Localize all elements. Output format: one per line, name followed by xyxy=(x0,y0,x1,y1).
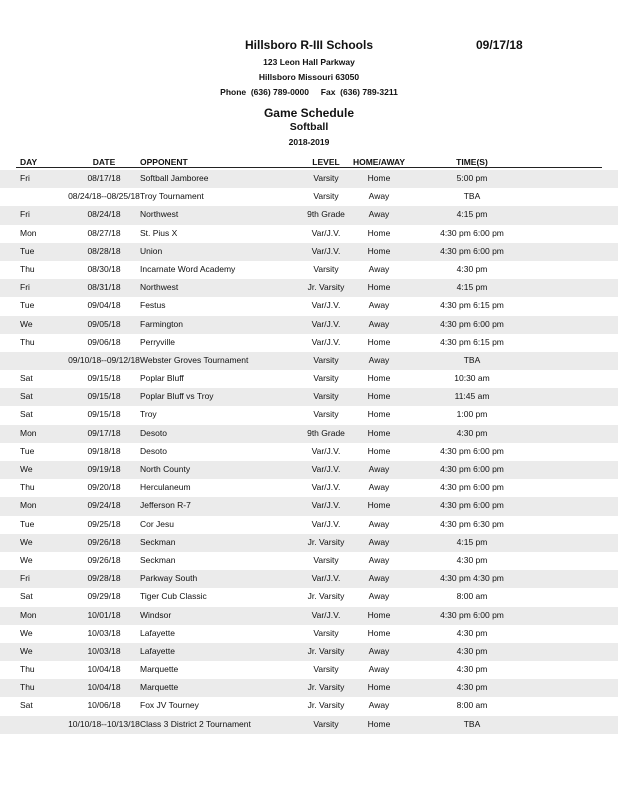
cell-date: 09/19/18 xyxy=(87,464,121,474)
cell-date: 09/28/18 xyxy=(87,573,121,584)
cell-date: 08/24/18--08/25/18 xyxy=(68,191,140,202)
cell-date: 09/18/18 xyxy=(87,445,121,456)
table-row xyxy=(0,479,618,497)
cell-home-away: Home xyxy=(367,627,391,638)
cell-level: Varsity xyxy=(313,373,339,384)
cell-date: 09/20/18 xyxy=(87,482,121,493)
column-header-date: DATE xyxy=(92,157,116,167)
table-row xyxy=(0,352,618,370)
cell-time: 4:30 pm 6:30 pm xyxy=(440,518,504,529)
cell-date: 09/15/18 xyxy=(87,391,121,402)
season-year: 2018-2019 xyxy=(288,137,330,147)
table-row xyxy=(0,370,618,388)
cell-level: Jr. Varsity xyxy=(307,536,345,547)
cell-home-away: Home xyxy=(367,718,391,729)
cell-opponent: Farmington xyxy=(140,318,183,329)
cell-date: 09/26/18 xyxy=(87,554,121,565)
cell-day: Fri xyxy=(20,573,30,584)
cell-opponent: Northwest xyxy=(140,282,179,293)
cell-level: Jr. Varsity xyxy=(307,700,345,711)
cell-day: Mon xyxy=(20,500,37,511)
cell-opponent: Seckman xyxy=(140,554,176,565)
cell-home-away: Away xyxy=(368,482,390,493)
cell-day: We xyxy=(20,536,33,547)
cell-opponent: Webster Groves Tournament xyxy=(140,354,249,365)
cell-level: Var/J.V. xyxy=(311,245,341,256)
cell-opponent: Marquette xyxy=(140,682,179,693)
cell-level: Varsity xyxy=(313,263,339,274)
cell-opponent: Class 3 District 2 Tournament xyxy=(140,718,251,729)
schedule-table xyxy=(0,170,618,734)
table-row xyxy=(0,588,618,606)
cell-level: Varsity xyxy=(313,627,339,638)
cell-home-away: Home xyxy=(367,427,391,438)
cell-level: Jr. Varsity xyxy=(307,682,345,693)
cell-date: 09/15/18 xyxy=(87,409,121,420)
cell-level: Var/J.V. xyxy=(311,227,341,238)
cell-time: 4:30 pm 6:00 pm xyxy=(440,500,504,511)
cell-home-away: Home xyxy=(367,173,391,183)
cell-time: TBA xyxy=(463,718,481,729)
table-row xyxy=(0,388,618,406)
column-header-day: DAY xyxy=(20,157,38,167)
cell-day: Sat xyxy=(20,391,33,402)
cell-opponent: Troy xyxy=(140,409,157,420)
cell-opponent: Parkway South xyxy=(140,573,198,584)
cell-day: We xyxy=(20,554,33,565)
cell-time: 4:15 pm xyxy=(456,209,488,220)
cell-date: 08/30/18 xyxy=(87,263,121,274)
cell-time: 5:00 pm xyxy=(456,173,488,183)
cell-time: 8:00 am xyxy=(456,700,488,711)
cell-time: 4:30 pm xyxy=(456,664,488,675)
cell-opponent: Marquette xyxy=(140,664,179,675)
cell-opponent: Jefferson R-7 xyxy=(140,500,191,511)
cell-level: Jr. Varsity xyxy=(307,645,345,656)
cell-day: Thu xyxy=(20,482,35,493)
cell-opponent: Softball Jamboree xyxy=(140,173,209,183)
cell-level: Var/J.V. xyxy=(311,445,341,456)
cell-day: Thu xyxy=(20,336,35,347)
school-city: Hillsboro Missouri 63050 xyxy=(258,72,360,82)
cell-day: Thu xyxy=(20,263,35,274)
cell-date: 09/17/18 xyxy=(87,427,121,438)
cell-date: 08/24/18 xyxy=(87,209,121,220)
cell-home-away: Home xyxy=(367,682,391,693)
cell-day: Fri xyxy=(20,209,30,220)
cell-level: 9th Grade xyxy=(307,427,345,438)
cell-opponent: Desoto xyxy=(140,427,167,438)
school-address: 123 Leon Hall Parkway xyxy=(263,57,355,67)
cell-day: We xyxy=(20,627,33,638)
cell-date: 10/06/18 xyxy=(87,700,121,711)
cell-opponent: Troy Tournament xyxy=(140,191,204,202)
cell-day: Sat xyxy=(20,591,33,602)
cell-level: Varsity xyxy=(313,173,339,183)
table-row xyxy=(0,679,618,697)
cell-home-away: Home xyxy=(367,609,391,620)
cell-home-away: Away xyxy=(368,536,390,547)
cell-opponent: Seckman xyxy=(140,536,176,547)
phone-fax-line: Phone (636) 789-0000 Fax (636) 789-3211 xyxy=(220,87,398,97)
cell-date: 08/31/18 xyxy=(87,282,121,293)
cell-home-away: Home xyxy=(367,227,391,238)
cell-time: 4:30 pm 6:00 pm xyxy=(440,318,504,329)
cell-date: 09/10/18--09/12/18 xyxy=(68,354,140,365)
cell-home-away: Away xyxy=(368,645,390,656)
table-row xyxy=(0,334,618,352)
cell-date: 08/17/18 xyxy=(87,173,121,183)
cell-time: 4:30 pm 6:00 pm xyxy=(440,245,504,256)
cell-home-away: Away xyxy=(368,318,390,329)
cell-home-away: Away xyxy=(368,191,390,202)
cell-level: Varsity xyxy=(313,191,339,202)
cell-date: 10/01/18 xyxy=(87,609,121,620)
cell-home-away: Away xyxy=(368,700,390,711)
cell-level: Var/J.V. xyxy=(311,336,341,347)
cell-level: 9th Grade xyxy=(307,209,345,220)
cell-home-away: Away xyxy=(368,263,390,274)
cell-time: 4:30 pm 6:15 pm xyxy=(440,300,504,311)
table-row xyxy=(0,297,618,315)
table-row xyxy=(0,516,618,534)
cell-date: 10/04/18 xyxy=(87,682,121,693)
cell-opponent: Windsor xyxy=(140,609,172,620)
cell-level: Var/J.V. xyxy=(311,573,341,584)
school-name: Hillsboro R-III Schools xyxy=(244,38,373,52)
cell-level: Var/J.V. xyxy=(311,500,341,511)
cell-time: 4:15 pm xyxy=(456,282,488,293)
column-header-time: TIME(S) xyxy=(456,157,488,167)
cell-day: Mon xyxy=(20,227,37,238)
cell-home-away: Away xyxy=(368,464,390,474)
cell-home-away: Away xyxy=(368,209,390,220)
cell-time: TBA xyxy=(463,191,481,202)
cell-home-away: Home xyxy=(367,282,391,293)
cell-day: Sat xyxy=(20,409,33,420)
table-row xyxy=(0,552,618,570)
cell-level: Var/J.V. xyxy=(311,300,341,311)
cell-date: 09/25/18 xyxy=(87,518,121,529)
table-row xyxy=(0,570,618,588)
table-row xyxy=(0,261,618,279)
table-row xyxy=(0,716,618,734)
cell-time: 4:30 pm xyxy=(456,645,488,656)
cell-time: 4:30 pm 6:00 pm xyxy=(440,482,504,493)
cell-home-away: Away xyxy=(368,300,390,311)
cell-day: Sat xyxy=(20,373,33,384)
cell-home-away: Away xyxy=(368,591,390,602)
cell-day: Mon xyxy=(20,427,37,438)
cell-opponent: Tiger Cub Classic xyxy=(140,591,207,602)
header-divider xyxy=(16,167,602,168)
column-header-opponent: OPPONENT xyxy=(140,157,188,167)
cell-time: 4:30 pm xyxy=(456,263,488,274)
cell-opponent: North County xyxy=(140,464,191,474)
cell-time: TBA xyxy=(463,354,481,365)
cell-date: 10/10/18--10/13/18 xyxy=(68,718,140,729)
print-date: 09/17/18 xyxy=(476,38,523,52)
table-row xyxy=(0,461,618,479)
cell-time: 4:30 pm 6:00 pm xyxy=(440,227,504,238)
cell-time: 4:30 pm 6:00 pm xyxy=(440,609,504,620)
cell-day: We xyxy=(20,318,33,329)
cell-opponent: Perryville xyxy=(140,336,175,347)
cell-day: Tue xyxy=(20,245,35,256)
column-header-level: LEVEL xyxy=(312,157,340,167)
cell-level: Varsity xyxy=(313,664,339,675)
cell-level: Varsity xyxy=(313,718,339,729)
cell-time: 4:30 pm xyxy=(456,554,488,565)
table-row xyxy=(0,279,618,297)
sport-name: Softball xyxy=(289,121,329,133)
cell-level: Var/J.V. xyxy=(311,518,341,529)
cell-opponent: Fox JV Tourney xyxy=(140,700,199,711)
cell-day: We xyxy=(20,464,33,474)
cell-time: 8:00 am xyxy=(456,591,488,602)
cell-home-away: Home xyxy=(367,445,391,456)
cell-time: 4:30 pm 4:30 pm xyxy=(440,573,504,584)
cell-opponent: Incarnate Word Academy xyxy=(140,263,236,274)
table-row xyxy=(0,643,618,661)
cell-time: 4:30 pm xyxy=(456,627,488,638)
cell-home-away: Home xyxy=(367,336,391,347)
cell-day: Tue xyxy=(20,445,35,456)
cell-time: 4:30 pm 6:00 pm xyxy=(440,445,504,456)
cell-opponent: Herculaneum xyxy=(140,482,191,493)
table-row xyxy=(0,661,618,679)
table-row xyxy=(0,534,618,552)
cell-home-away: Home xyxy=(367,391,391,402)
cell-opponent: Lafayette xyxy=(140,627,175,638)
column-header-home-away: HOME/AWAY xyxy=(352,157,406,167)
cell-time: 1:00 pm xyxy=(456,409,488,420)
cell-date: 09/05/18 xyxy=(87,318,121,329)
cell-level: Var/J.V. xyxy=(311,609,341,620)
cell-date: 09/24/18 xyxy=(87,500,121,511)
cell-day: Sat xyxy=(20,700,33,711)
cell-time: 4:15 pm xyxy=(456,536,488,547)
page-title: Game Schedule xyxy=(263,106,355,120)
table-row xyxy=(0,406,618,424)
cell-date: 09/29/18 xyxy=(87,591,121,602)
cell-day: Fri xyxy=(20,173,30,183)
cell-date: 09/06/18 xyxy=(87,336,121,347)
cell-time: 4:30 pm xyxy=(456,682,488,693)
cell-level: Var/J.V. xyxy=(311,318,341,329)
table-row xyxy=(0,625,618,643)
cell-home-away: Away xyxy=(368,554,390,565)
cell-date: 09/15/18 xyxy=(87,373,121,384)
cell-home-away: Away xyxy=(368,664,390,675)
cell-date: 08/27/18 xyxy=(87,227,121,238)
cell-time: 4:30 pm 6:00 pm xyxy=(440,464,504,474)
table-row xyxy=(0,443,618,461)
cell-level: Jr. Varsity xyxy=(307,591,345,602)
cell-date: 10/03/18 xyxy=(87,627,121,638)
table-row xyxy=(0,170,618,188)
cell-home-away: Away xyxy=(368,573,390,584)
cell-home-away: Home xyxy=(367,373,391,384)
table-row xyxy=(0,497,618,515)
cell-time: 4:30 pm xyxy=(456,427,488,438)
cell-level: Varsity xyxy=(313,409,339,420)
cell-level: Var/J.V. xyxy=(311,464,341,474)
cell-day: Mon xyxy=(20,609,37,620)
table-row xyxy=(0,697,618,715)
cell-home-away: Away xyxy=(368,518,390,529)
cell-home-away: Home xyxy=(367,409,391,420)
table-row xyxy=(0,425,618,443)
cell-level: Jr. Varsity xyxy=(307,282,345,293)
cell-level: Varsity xyxy=(313,554,339,565)
cell-opponent: Desoto xyxy=(140,445,167,456)
table-row xyxy=(0,243,618,261)
cell-home-away: Away xyxy=(368,354,390,365)
cell-day: Thu xyxy=(20,682,35,693)
table-row xyxy=(0,188,618,206)
cell-opponent: Poplar Bluff vs Troy xyxy=(140,391,214,402)
cell-time: 10:30 am xyxy=(454,373,490,384)
table-row xyxy=(0,225,618,243)
cell-opponent: Union xyxy=(140,245,163,256)
cell-day: Thu xyxy=(20,664,35,675)
cell-time: 4:30 pm 6:15 pm xyxy=(440,336,504,347)
cell-opponent: Cor Jesu xyxy=(140,518,175,529)
cell-day: Fri xyxy=(20,282,30,293)
cell-level: Var/J.V. xyxy=(311,482,341,493)
cell-date: 09/26/18 xyxy=(87,536,121,547)
cell-opponent: Festus xyxy=(140,300,166,311)
cell-home-away: Home xyxy=(367,245,391,256)
table-row xyxy=(0,206,618,224)
cell-date: 10/04/18 xyxy=(87,664,121,675)
cell-date: 09/04/18 xyxy=(87,300,121,311)
cell-time: 11:45 am xyxy=(454,391,490,402)
cell-day: We xyxy=(20,645,33,656)
cell-home-away: Home xyxy=(367,500,391,511)
table-row xyxy=(0,316,618,334)
cell-opponent: Northwest xyxy=(140,209,179,220)
cell-opponent: St. Pius X xyxy=(140,227,178,238)
cell-day: Tue xyxy=(20,518,35,529)
cell-date: 10/03/18 xyxy=(87,645,121,656)
table-row xyxy=(0,607,618,625)
cell-day: Tue xyxy=(20,300,35,311)
cell-date: 08/28/18 xyxy=(87,245,121,256)
cell-level: Varsity xyxy=(313,354,339,365)
cell-opponent: Lafayette xyxy=(140,645,175,656)
cell-level: Varsity xyxy=(313,391,339,402)
cell-opponent: Poplar Bluff xyxy=(140,373,184,384)
